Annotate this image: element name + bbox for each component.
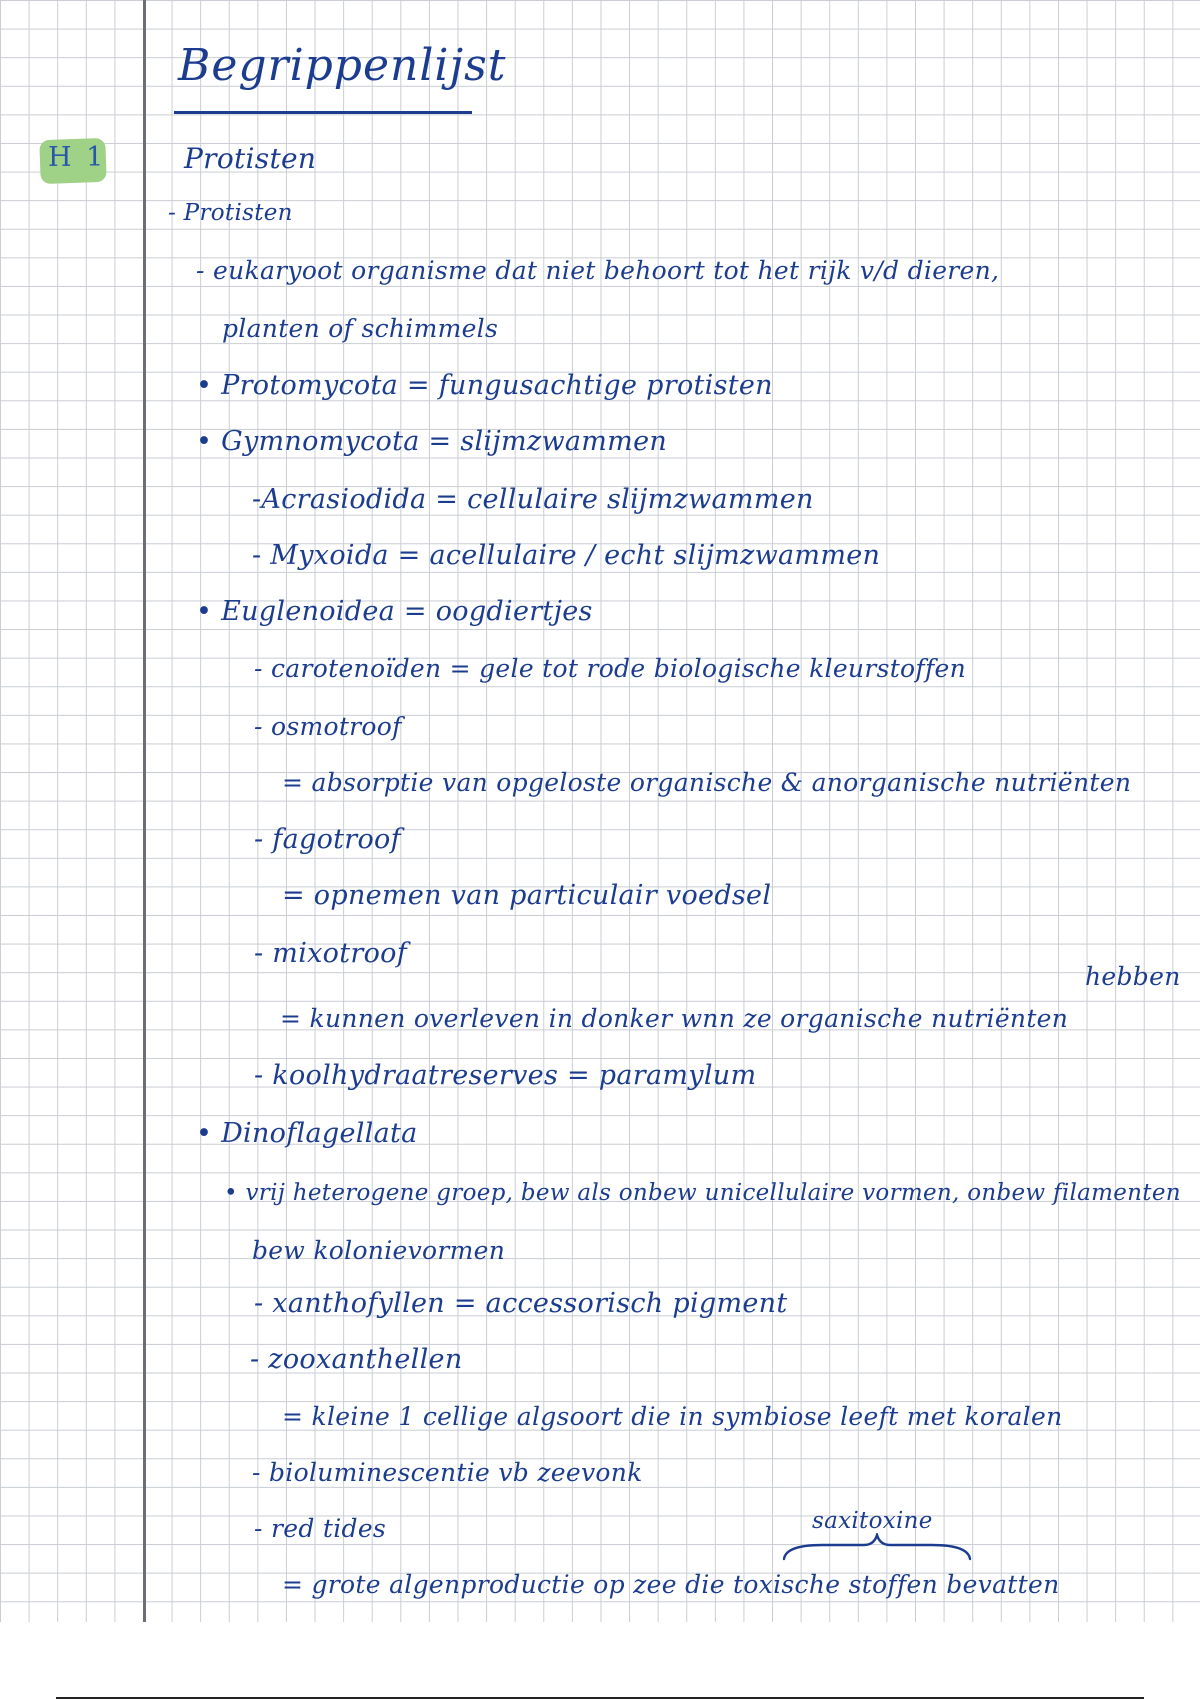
margin-line bbox=[143, 0, 146, 1622]
annotation-note: hebben bbox=[1085, 962, 1181, 991]
note-line: - mixotroof bbox=[254, 938, 407, 969]
note-line: • Gymnomycota = slijmzwammen bbox=[196, 426, 668, 457]
note-line: = absorptie van opgeloste organische & anorganische nutriënten bbox=[282, 768, 1132, 797]
annotation-note: saxitoxine bbox=[812, 1508, 933, 1534]
note-line: -Acrasiodida = cellulaire slijmzwammen bbox=[252, 484, 814, 515]
note-line: - carotenoïden = gele tot rode biologische kleurstoffen bbox=[254, 654, 966, 683]
note-line: • Dinoflagellata bbox=[196, 1118, 418, 1149]
note-line: = opnemen van particulair voedsel bbox=[282, 880, 772, 911]
note-line: • Protomycota = fungusachtige protisten bbox=[196, 370, 773, 401]
note-line: planten of schimmels bbox=[222, 314, 499, 343]
note-line: - bioluminescentie vb zeevonk bbox=[252, 1458, 643, 1487]
chapter-label: H 1 bbox=[48, 142, 107, 173]
note-line: - koolhydraatreserves = paramylum bbox=[254, 1060, 757, 1091]
note-line: - xanthofyllen = accessorisch pigment bbox=[254, 1288, 788, 1319]
note-line: - red tides bbox=[254, 1514, 387, 1543]
note-line: - Myxoida = acellulaire / echt slijmzwammen bbox=[252, 540, 881, 571]
note-line: • vrij heterogene groep, bew als onbew unicellulaire vormen, onbew filamenten bbox=[224, 1180, 1181, 1206]
note-line: - osmotroof bbox=[254, 712, 402, 741]
subheading: - Protisten bbox=[168, 200, 293, 226]
note-line: = kunnen overleven in donker wnn ze organische nutriënten bbox=[280, 1004, 1069, 1033]
note-line: • Euglenoidea = oogdiertjes bbox=[196, 596, 593, 627]
page-title: Begrippenlijst bbox=[178, 40, 507, 91]
note-line: - fagotroof bbox=[254, 824, 401, 855]
note-line: - zooxanthellen bbox=[250, 1344, 463, 1375]
section-heading: Protisten bbox=[184, 142, 317, 175]
bottom-divider bbox=[56, 1697, 1144, 1699]
note-line: = grote algenproductie op zee die toxische stoffen bevatten bbox=[282, 1570, 1060, 1599]
curly-brace-icon bbox=[782, 1533, 972, 1563]
title-underline bbox=[174, 111, 472, 114]
note-line: - eukaryoot organisme dat niet behoort tot het rijk v/d dieren, bbox=[196, 256, 1000, 285]
note-line: bew kolonievormen bbox=[252, 1236, 506, 1265]
note-line: = kleine 1 cellige algsoort die in symbiose leeft met koralen bbox=[282, 1402, 1063, 1431]
